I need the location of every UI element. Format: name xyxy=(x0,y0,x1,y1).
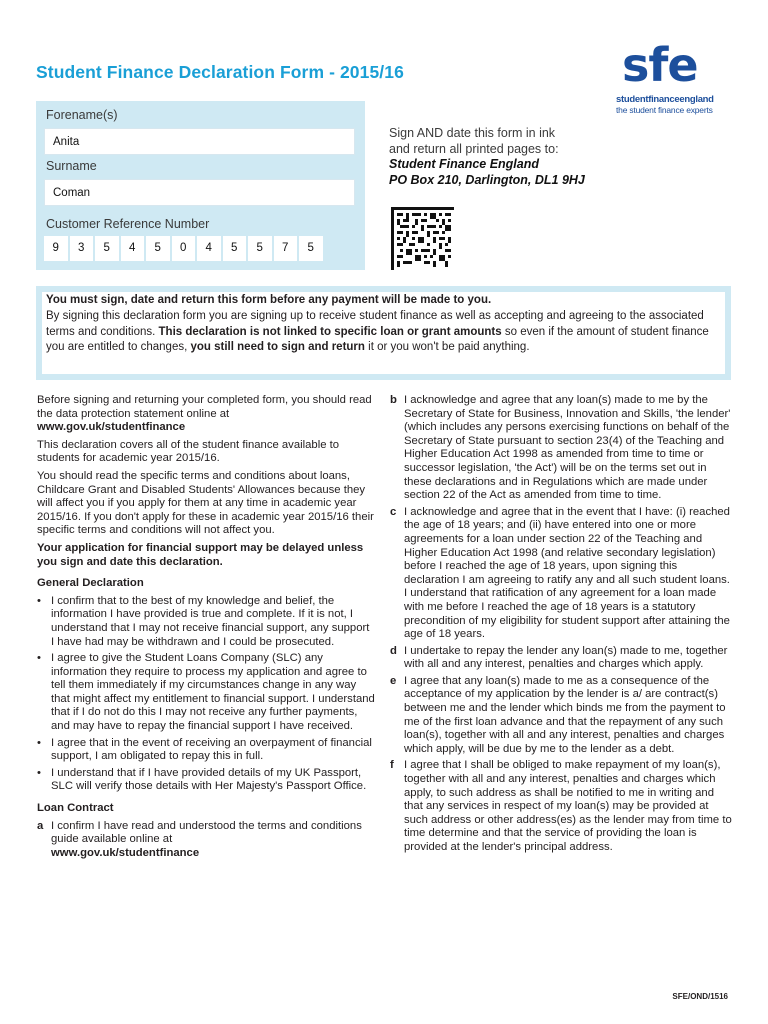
clause-letter: e xyxy=(390,674,397,687)
general-declaration-heading: General Declaration xyxy=(37,577,144,590)
notice-emphasis: you still need to sign and return xyxy=(190,341,365,354)
form-title: Student Finance Declaration Form - 2015/16 xyxy=(36,62,404,82)
clause-letter: d xyxy=(390,644,397,657)
loan-clause-b xyxy=(390,394,733,503)
notice-body xyxy=(46,309,721,356)
clause-text: I undertake to repay the lender any loan(s) made to me, together with all and any interest, penalties and charges which apply. xyxy=(404,644,728,671)
crn-digit[interactable]: 5 xyxy=(248,236,272,261)
return-org: Student Finance England xyxy=(389,157,540,171)
clause-letter: f xyxy=(390,759,394,772)
logo-mark: sfe xyxy=(622,38,698,92)
personal-details-panel xyxy=(36,101,365,270)
logo-tagline: the student finance experts xyxy=(616,105,713,115)
form-reference: SFE/OND/1516 xyxy=(672,992,728,1001)
coverage-paragraph: This declaration covers all of the student finance available to students for academic year 2015/16. xyxy=(37,438,340,465)
crn-digit[interactable]: 5 xyxy=(299,236,323,261)
data-protection-link[interactable]: www.gov.uk/studentfinance xyxy=(37,421,186,434)
surname-label: Surname xyxy=(46,159,97,173)
return-address: PO Box 210, Darlington, DL1 9HJ xyxy=(389,172,585,187)
sfe-logo xyxy=(616,40,736,115)
qr-code-icon xyxy=(391,207,454,270)
crn-digit[interactable]: 5 xyxy=(223,236,247,261)
loan-clause-a xyxy=(37,820,375,861)
crn-digit[interactable]: 4 xyxy=(197,236,221,261)
notice-emphasis: This declaration is not linked to specific loan or grant amounts xyxy=(158,325,502,338)
declaration-bullet: • I understand that if I have provided details of my UK Passport, SLC will verify those details with Her Majesty's Passport Office. xyxy=(37,767,375,794)
clause-text: I agree that any loan(s) made to me as a consequence of the acceptance of my application by the lender is a/ are contract(s) between me and the lender which binds me from the payment to me of the first loan advance and that the repayment of any such loan(s), together with all and any interest, penalties and charges which apply, will be due by me to the lender as a debt. xyxy=(404,674,726,755)
loan-clause-f xyxy=(390,759,733,854)
clause-text: I agree that I shall be obliged to make repayment of my loan(s), together with all and any interest, penalties and charges which apply, to such address as shall be notified to me in writing and that any services in respect of my loan(s) may be provided at such address or other address(es) as the lender may from time to time determine and that the service of providing the loan is provided at the lender's principal address. xyxy=(404,759,732,853)
clause-letter: b xyxy=(390,394,397,406)
crn-digit[interactable]: 7 xyxy=(274,236,298,261)
clause-letter: c xyxy=(390,505,397,518)
forename-field[interactable]: Anita xyxy=(44,128,355,155)
notice-text: it or you won't be paid anything. xyxy=(364,341,530,354)
forename-label: Forename(s) xyxy=(46,108,118,122)
return-line-2: and return all printed pages to: xyxy=(389,141,559,156)
clause-letter: a xyxy=(37,819,44,832)
logo-name: studentfinanceengland xyxy=(616,94,714,105)
left-column xyxy=(37,394,375,863)
loan-contract-heading: Loan Contract xyxy=(37,802,114,815)
clause-text: I acknowledge and agree that in the event that I have: (i) reached the age of 18 years; and (ii) have entered into one or more agreements for a loan under section 22 of the Teaching and Higher Education Act 1998 (and relative secondary legislation) before I reached the age of 18 years, upon signing this declaration I am agreeing to ratify any and all such student loans. I understand that ratification of any agreement for a loan made with me before I reached the age of 18 years is a statutory precondition of my eligibility for student support after attaining the age of 18 years. xyxy=(404,505,730,641)
crn-field[interactable] xyxy=(44,236,323,261)
clause-text: I acknowledge and agree that any loan(s) made to me by the Secretary of State for Business, Innovation and Skills, 'the lender' (which includes any persons exercising functions on behalf of the Secretary of State pursuant to section 23(4) of the Teaching and Higher Education Act 1998 as amended from time to time or successor legislation, 'the Act') will be on the terms set out in these declarations and in Regulations which are made under section 22 of the Act as amended from time to time. xyxy=(404,394,731,502)
notice-text: so even if the amount of student finance you are entitled to changes, xyxy=(46,325,709,354)
important-notice xyxy=(36,286,731,380)
loan-clause-d xyxy=(390,645,733,672)
declaration-bullet: • I agree to give the Student Loans Company (SLC) any information they require to process my application and agree to tell them immediately if my circumstances change in any way that might affect my entitlement to financial support. I understand that if I do not do this I may not receive any further payments, and may have to repay the financial support I have received. xyxy=(37,652,375,734)
crn-digit[interactable]: 5 xyxy=(146,236,170,261)
notice-text: By signing this declaration form you are signing up to receive student finance as well as accepting and agreeing to the associated terms and conditions. xyxy=(46,309,704,338)
crn-digit[interactable]: 5 xyxy=(95,236,119,261)
terms-paragraph: You should read the specific terms and conditions about loans, Childcare Grant and Disabled Students' Allowances because they will affect you if you apply for them at any time in academic year 2015/16. If you don't apply for these in academic year 2015/16 their specific terms and conditions will not affect you. xyxy=(37,469,374,537)
delay-warning: Your application for financial support may be delayed unless you sign and date this declaration. xyxy=(37,541,364,568)
loan-clause-e xyxy=(390,675,733,757)
loan-clause-c xyxy=(390,506,733,642)
crn-digit[interactable]: 3 xyxy=(70,236,94,261)
crn-digit[interactable]: 4 xyxy=(121,236,145,261)
crn-label: Customer Reference Number xyxy=(46,217,210,231)
terms-guide-link[interactable]: www.gov.uk/studentfinance xyxy=(51,846,200,859)
right-column xyxy=(390,394,733,858)
return-instructions xyxy=(389,126,585,188)
crn-digit[interactable]: 0 xyxy=(172,236,196,261)
declaration-bullet: • I confirm that to the best of my knowledge and belief, the information I have provided is true and complete. If it is not, I understand that I may not receive financial support, any support I have had may be withdrawn and I could be prosecuted. xyxy=(37,595,375,649)
data-protection-paragraph xyxy=(37,394,375,435)
declaration-bullet: • I agree that in the event of receiving an overpayment of financial support, I am obligated to repay this in full. xyxy=(37,737,375,764)
clause-text: I confirm I have read and understood the terms and conditions guide available online at xyxy=(51,819,362,846)
return-line-1: Sign AND date this form in ink xyxy=(389,126,556,140)
intro-text: Before signing and returning your completed form, you should read the data protection statement online at xyxy=(37,394,372,420)
crn-digit[interactable]: 9 xyxy=(44,236,68,261)
notice-heading: You must sign, date and return this form before any payment will be made to you. xyxy=(46,294,492,306)
surname-field[interactable]: Coman xyxy=(44,179,355,206)
